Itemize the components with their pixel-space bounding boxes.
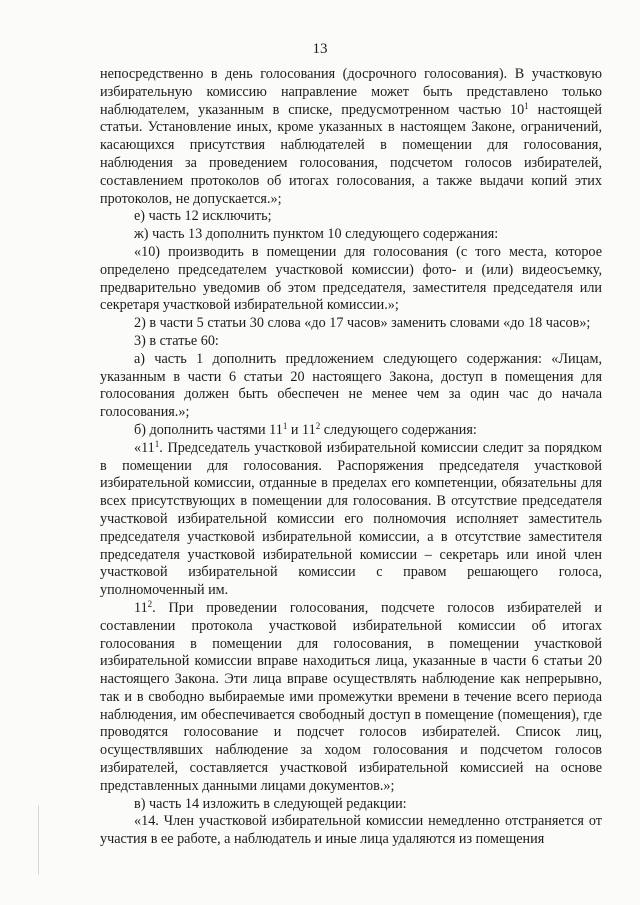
paragraph — [100, 244, 602, 315]
superscript-index: 1 — [154, 438, 160, 449]
paragraph — [100, 422, 602, 440]
paragraph-text: непосредственно в день голосования (досрочного голосования). В участковую избирательную комиссию направление может быть представлено только наблюдателем, указанным в списке, предусмотренном частью 10 — [100, 66, 602, 118]
paragraph — [100, 351, 602, 422]
paragraph-text: а) часть 1 дополнить предложением следующего содержания: «Лицам, указанным в части 6 статьи 20 настоящего Закона, доступ в помещения для голосования должен быть обеспечен не менее чем за один час до начала голосования.»; — [100, 350, 602, 421]
paragraph-text: «14. Член участковой избирательной комиссии немедленно отстраняется от участия в ее работе, а наблюдатель и иные лица удаляются из помещения — [100, 813, 602, 848]
scan-artifact-line — [38, 805, 39, 875]
paragraph — [100, 333, 602, 351]
document-body — [100, 66, 602, 849]
paragraph-text: б) дополнить частями 11 — [134, 421, 283, 438]
paragraph — [100, 813, 602, 849]
paragraph-text: в) часть 14 изложить в следующей редакции: — [134, 795, 407, 812]
paragraph-text: 3) в статье 60: — [134, 332, 219, 349]
paragraph-text: 11 — [134, 599, 148, 616]
paragraph-text: е) часть 12 исключить; — [134, 208, 272, 225]
paragraph-text: и 11 — [287, 421, 316, 438]
superscript-index: 2 — [147, 598, 153, 609]
paragraph — [100, 796, 602, 814]
superscript-index: 1 — [524, 100, 529, 111]
superscript-index: 1 — [282, 420, 288, 431]
paragraph-text: . Председатель участковой избирательной комиссии следит за порядком в помещении для голосования. Распоряжения председателя участковой избирательной комиссии, отданные в пределах его компетенции, обязательны для всех присутствующих в помещении для голосования. В отсутствие председателя участковой избирательной комиссии его полномочия исполняет заместитель председателя участковой избирательной комиссии, а в отсутствие заместителя председателя участковой избирательной комиссии – секретарь или иной член участковой избирательной комиссии с правом решающего голоса, уполномоченный им. — [100, 439, 602, 599]
paragraph — [100, 440, 602, 600]
paragraph — [100, 600, 602, 796]
paragraph-text: «10) производить в помещении для голосования (с того места, которое определено председателем участковой комиссии) фото- и (или) видеосъемку, предварительно уведомив об этом председателя, заместителя председателя или секретаря участковой избирательной комиссии.»; — [100, 243, 602, 314]
paragraph-text: «11 — [134, 439, 155, 456]
paragraph-text: ж) часть 13 дополнить пунктом 10 следующего содержания: — [134, 226, 499, 243]
paragraph-text: . При проведении голосования, подсчете голосов избирателей и составлении протокола участковой избирательной комиссии об итогах голосования в помещении для голосования, в помещении участковой избирательной комиссии вправе находиться лица, указанные в части 6 статьи 20 настоящего Закона. Эти лица вправе осуществлять наблюдение как непрерывно, так и в свободно выбираемые ими промежутки времени в течение всего периода наблюдения, им обеспечивается свободный доступ в помещение (помещения), где проводятся голосование и подсчет голосов избирателей. Список лиц, осуществлявших наблюдение за ходом голосования и подсчетом голосов избирателей, составляется участковой избирательной комиссией на основе представленных данными лицами документов.»; — [100, 599, 602, 794]
page-number: 13 — [312, 41, 328, 57]
paragraph-text: 2) в части 5 статьи 30 слова «до 17 часов» заменить словами «до 18 часов»; — [134, 315, 591, 332]
superscript-index: 2 — [315, 420, 321, 431]
paragraph — [100, 315, 602, 333]
paragraph — [100, 226, 602, 244]
paragraph-text: следующего содержания: — [320, 421, 477, 438]
paragraph — [100, 208, 602, 226]
paragraph — [100, 66, 602, 208]
paragraph-text: настоящей статьи. Установление иных, кроме указанных в настоящем Законе, ограничений, касающихся присутствия наблюдателей в помещении для голосования, наблюдения за проведением голосования, подсчетом голосов избирателей, составлением протоколов об итогах голосования, а также выдачи копий этих протоколов, не допускается.»; — [100, 101, 602, 207]
